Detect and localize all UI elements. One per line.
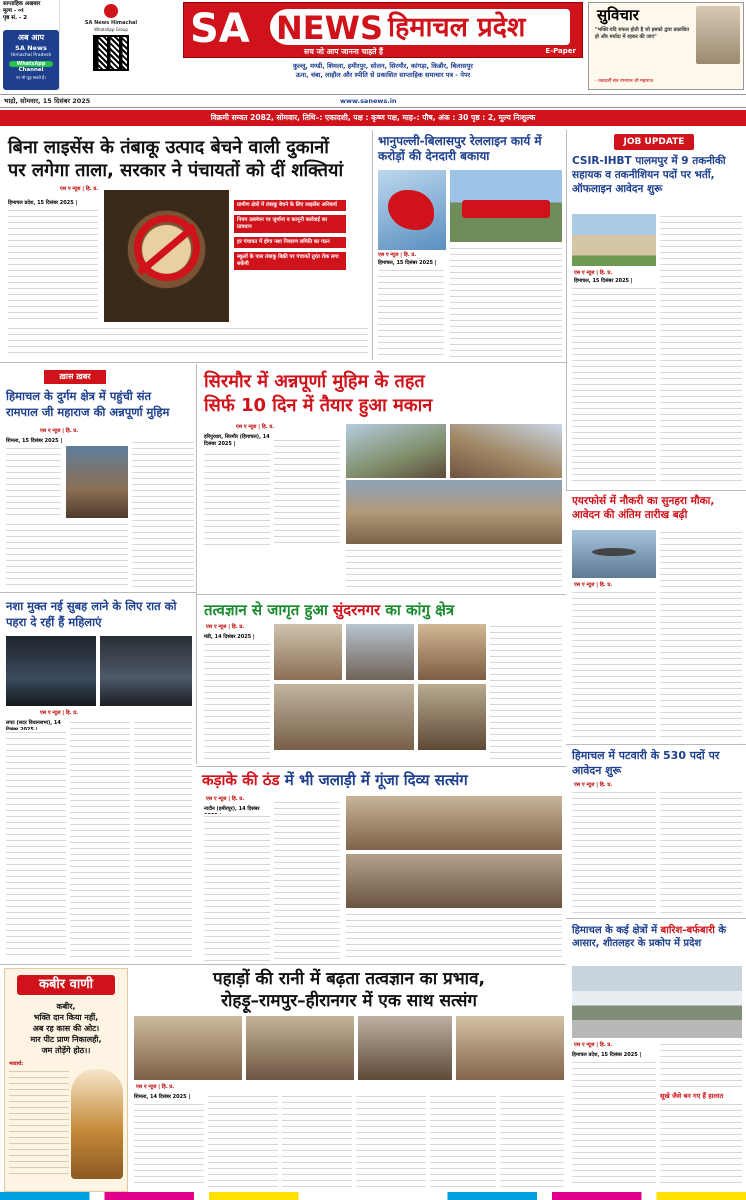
lead-byline: एस ए न्यूज | हि. प्र. [60,186,99,192]
weather-headline: हिमाचल के कई क्षेत्रों में बारिश-बर्फबारी के आसार, शीतलहर के प्रकोप में प्रदेश [572,925,727,949]
satsang-dateline: नादौन (हमीरपुर), 14 दिसंबर [204,806,260,812]
special-headline: हिमाचल के दुर्गम क्षेत्र में पहुंची संत रामपाल जी महाराज की अन्नपूर्णा मुहिम [6,389,170,419]
rohru-headline: पहाड़ों की रानी में बढ़ता तत्वज्ञान का प्रभाव, रोहड़ू–रामपुर–हीरानगर में एक साथ सत्संग [213,969,485,1011]
channel-label: Channel [18,67,44,74]
nasha-byline: एस ए न्यूज | हि. प्र. [40,710,79,716]
samvat-bar: विक्रमी सम्वत 2082, सोमवार, तिथि–: एकादशी, पक्ष : कृष्ण पक्ष, माह–: पौष, अंक : 30 पृष्ठ : 2, मूल्य निःशुल्क [0,110,746,126]
weather-photo [572,966,742,1038]
sundernagar-photo-1 [274,624,342,680]
sundernagar-dateline: मंडी, 14 दिसंबर 2025 | [204,634,255,640]
qr-label-1: SA News Himachal [84,20,138,26]
job-byline: एस ए न्यूज | हि. प्र. [574,270,613,276]
suvichar-title: सुविचार [597,6,639,24]
lead-body-col-1: हिमाचल प्रदेश, 15 दिसंबर 2025 | [8,200,98,325]
annapurna-photo-3 [346,480,562,544]
sundernagar-photo-2 [346,624,414,680]
suvichar-text: "भक्ति यदि सफल होती है जो इसको द्वारा प्रकाशित हो और मर्यादा में रहकर की जाए" [595,27,690,40]
sundernagar-photo-5 [418,684,486,750]
website-link[interactable]: www.sanews.in [340,97,397,105]
logo-sa: SA [190,6,250,52]
job-headline: CSIR-IHBT पालमपुर में 9 तकनीकी सहायक व तकनीशियन पदों पर भर्ती, ऑफलाइन आवेदन शुरू [572,155,726,195]
weather-byline: एस ए न्यूज | हि. प्र. [574,1042,613,1048]
satsang-photo-1 [346,796,562,850]
special-byline: एस ए न्यूज | हि. प्र. [40,428,79,434]
suvichar-author: - तत्वदर्शी संत रामपाल जी महाराज [595,79,654,84]
bhavarth-label: भावार्थ: [9,1061,24,1067]
himachal-map-image [378,170,446,250]
suvichar-box [588,2,744,90]
rail-dateline: हिमाचल, 15 दिसंबर 2025 | [378,260,437,266]
paper-price: मूल्य - ०१ [3,8,24,14]
qr-code-icon[interactable] [93,35,129,71]
nasha-dateline: लपट (सदर विधानसभा), 14 [6,720,61,726]
sanews-label: SA News [15,43,47,52]
issue-date: भाद्रो, सोमवार, 15 दिसंबर 2025 [4,97,91,105]
suvichar-portrait [696,6,740,64]
rohru-photo-2 [246,1016,354,1080]
region-label: Himachal Pradesh [10,52,52,58]
special-tag: ख़ास ख़बर [44,370,106,384]
bullet-item: स्कूलों के पास तंबाकू बिक्री पर पंचायतें तुरंत रोक लगा सकेंगी [234,252,346,270]
nasha-photo-2 [100,636,192,706]
csir-building-image [572,214,656,266]
masthead-left [0,0,60,90]
qr-label-2: WhatsApp Group [94,26,128,32]
logo-news-pill [270,9,570,45]
patwari-byline: एस ए न्यूज | हि. प्र. [574,782,613,788]
airforce-image [572,530,656,578]
lead-body-col-2 [8,326,368,358]
job-tag: JOB UPDATE [614,134,694,150]
annapurna-dateline: हरिपुरधार, सिरमौर (हिमाचल), 14 दिसंबर 2025 | [204,434,270,447]
bullet-item: नियम उल्लंघन पर जुर्माना व कानूनी कार्रवाई का प्रावधान [234,215,346,233]
bullet-item: ग्रामीण क्षेत्रों में तंबाकू बेचने के लिए लाइसेंस अनिवार्य [234,200,346,211]
tagline: सच जो आप जानना चाहते हैं [304,47,384,56]
jet-icon [592,548,636,556]
whatsapp-label: WhatsApp [9,61,53,68]
annapurna-headline: सिरमौर में अन्नपूर्णा मुहिम के तहत सिर्फ 10 दिन में तैयार हुआ मकान [204,371,433,416]
districts-line-2: ऊना, चंबा, लाहौल और स्पीति से प्रकाशित साप्ताहिक समाचार पत्र - पेपर [295,71,471,79]
train-image [450,170,562,242]
annapurna-photo-2 [450,424,562,478]
rohru-photo-1 [134,1016,242,1080]
special-dateline: शिमला, 15 दिसंबर 2025 | [6,438,63,444]
rohru-dateline: शिमला, 14 दिसंबर 2025 | [134,1094,191,1100]
airforce-byline: एस ए न्यूज | हि. प्र. [574,582,613,588]
channel-sub: पर भी जुड़ सकते हैं। [16,74,46,80]
districts-line-1: कुल्लू, मण्डी, शिमला, हमीरपुर, सोलन, सिरमौर, कांगड़ा, किन्नौर, बिलासपुर [293,62,473,70]
whatsapp-promo[interactable] [3,30,59,90]
bullet-item: हर पंचायत में होगा नशा निवारण समिति का गठन [234,237,346,248]
lead-headline: बिना लाइसेंस के तंबाकू उत्पाद बेचने वाली दुकानों पर लगेगा ताला, सरकार ने पंचायतों को दीं शक्तियां [8,137,344,181]
kabir-verse: कबीर, भक्ति दान किया नहीं, अब रह कास की ओट। मार पीट प्राण निकालही, जम तोड़ेंगे होठ।। [30,1002,102,1055]
weather-dateline: हिमाचल प्रदेश, 15 दिसंबर 2025 | [572,1052,642,1058]
paper-type: साप्ताहिक अखबार [3,1,41,7]
sundernagar-photo-4 [274,684,414,750]
annapurna-byline: एस ए न्यूज | हि. प्र. [236,424,275,430]
page-number: पृष्ठ सं. - 2 [3,15,28,21]
map-icon [388,190,434,230]
sundernagar-headline: तत्वज्ञान से जागृत हुआ सुंदरनगर का कांगु क्षेत्र [204,601,455,619]
logo-banner [183,2,583,58]
nasha-photo-1 [6,636,96,706]
satsang-headline: कड़ाके की ठंड में भी जलाड़ी में गूंजा दिव्य सत्संग [202,771,468,789]
nasha-headline: नशा मुक्त नई सुबह लाने के लिए रात को पहरा दे रहीं हैं महिलाएं [6,599,177,629]
dateline-bar [0,94,746,108]
no-tobacco-image [104,190,229,322]
logo-news: NEWS [276,9,383,47]
rail-byline: एस ए न्यूज | हि. प्र. [378,252,417,258]
special-photo [66,446,128,518]
airforce-headline: एयरफोर्स में नौकरी का सुनहरा मौका, आवेदन की अंतिम तारीख बढ़ी [572,495,715,521]
satsang-byline: एस ए न्यूज | हि. प्र. [206,796,245,802]
weather-subhead: सूखे जैसे बन गए हैं हालात [660,1092,724,1100]
satsang-photo-2 [346,854,562,908]
logo-title: हिमाचल प्रदेश [388,12,526,43]
rohru-photo-4 [456,1016,564,1080]
kabir-box [4,968,128,1192]
qr-block[interactable] [66,2,156,90]
now-on-label: अब आप [17,33,45,42]
rail-headline: भानुपल्ली-बिलासपुर रेललाइन कार्य में करोड़ों की देनदारी बकाया [378,134,542,163]
job-dateline: हिमाचल, 15 दिसंबर 2025 | [574,278,633,284]
print-color-bar [0,1192,746,1200]
sundernagar-byline: एस ए न्यूज | हि. प्र. [206,624,245,630]
annapurna-photo-1 [346,424,446,478]
kabir-tag: कबीर वाणी [17,975,115,995]
patwari-headline: हिमाचल में पटवारी के 530 पदों पर आवेदन शुरू [572,749,720,777]
kabir-portrait [71,1069,123,1179]
epaper-label: E-Paper [545,47,576,55]
sundernagar-photo-3 [418,624,486,680]
rohru-photo-3 [358,1016,452,1080]
lead-bullets [234,200,346,270]
rohru-byline: एस ए न्यूज | हि. प्र. [136,1084,175,1090]
sanews-mini-logo [104,4,118,18]
